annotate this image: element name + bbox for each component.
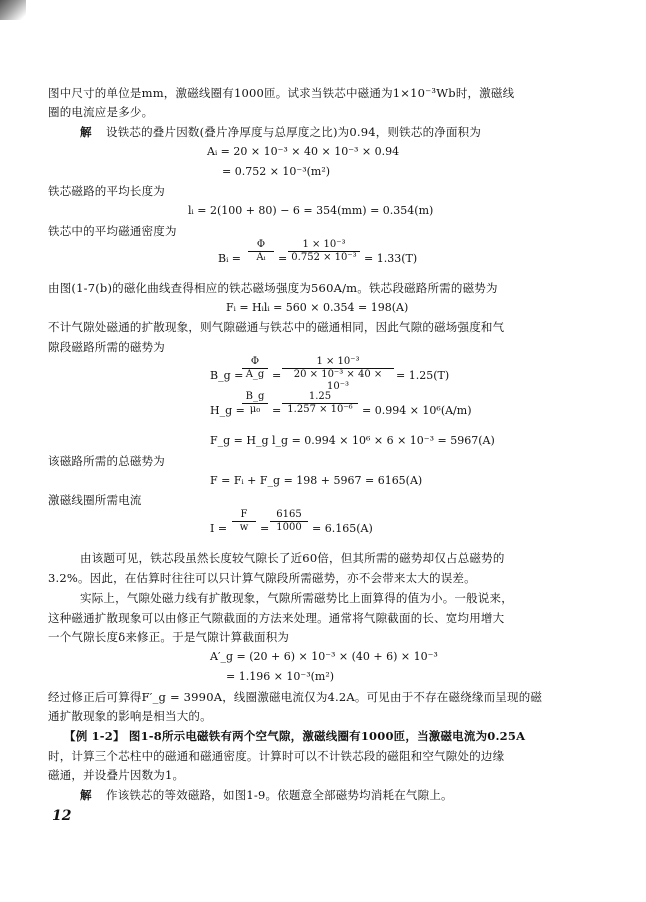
- fraction: [248, 239, 274, 264]
- text-line: 铁芯磁路的平均长度为: [48, 184, 165, 198]
- equation: = 1.196 × 10⁻³(m²): [226, 670, 335, 683]
- text-line: 一个气隙长度δ来修正。于是气隙计算截面积为: [48, 630, 290, 644]
- solution-label: 解: [80, 788, 92, 802]
- text-line: 图中尺寸的单位是mm，激磁线圈有1000匝。试求当铁芯中磁通为1×10⁻³Wb时，激磁线: [48, 86, 515, 100]
- text-line: 3.2%。因此，在估算时往往可以只计算气隙段所需磁势，亦不会带来太大的误差。: [48, 571, 476, 585]
- numerator: 1 × 10⁻³: [282, 356, 394, 369]
- text-line: 圈的电流应是多少。: [48, 105, 154, 119]
- text-line: 由图(1-7(b)的磁化曲线查得相应的铁芯磁场强度为560A/m。铁芯段磁路所需的磁势为: [48, 281, 498, 295]
- fraction: [242, 356, 268, 381]
- numerator: Φ: [242, 356, 268, 369]
- equation: A′_g = (20 + 6) × 10⁻³ × (40 + 6) × 10⁻³: [210, 650, 438, 663]
- equation-rhs: = 1.33(T): [364, 252, 418, 265]
- fraction: [282, 356, 394, 393]
- solution-label: 解: [80, 125, 92, 139]
- scan-corner-mark: [0, 0, 26, 20]
- denominator: Aᵢ: [256, 252, 266, 263]
- example-heading: 【例 1-2】 图1-8所示电磁铁有两个空气隙，激磁线圈有1000匝，当激磁电流为0.25A: [64, 729, 526, 743]
- fraction: [242, 391, 268, 416]
- equals-sign: =: [272, 369, 282, 382]
- equation: Aᵢ = 20 × 10⁻³ × 40 × 10⁻³ × 0.94: [207, 145, 400, 158]
- denominator: A_g: [245, 369, 265, 380]
- fraction: [270, 509, 308, 534]
- numerator: B_g: [242, 391, 268, 404]
- text-line: 实际上，气隙处磁力线有扩散现象，气隙所需磁势比上面算得的值为小。一般说来，: [80, 591, 513, 605]
- equals-sign: =: [278, 252, 288, 265]
- equation-rhs: = 1.25(T): [396, 369, 450, 382]
- text-line: 磁通，并设叠片因数为1。: [48, 768, 185, 782]
- text-line: 时，计算三个芯柱中的磁通和磁通密度。计算时可以不计铁芯段的磁阻和空气隙处的边缘: [48, 749, 505, 763]
- equation-rhs: = 0.994 × 10⁶(A/m): [362, 404, 472, 417]
- text-line: 由该题可见，铁芯段虽然长度较气隙长了近60倍，但其所需的磁势却仅占总磁势的: [80, 551, 505, 565]
- denominator: 20 × 10⁻³ × 40 × 10⁻³: [293, 369, 383, 392]
- equals-sign: =: [260, 522, 270, 535]
- numerator: F: [232, 509, 256, 522]
- equation-lhs: B_g =: [210, 369, 244, 382]
- denominator: 0.752 × 10⁻³: [291, 252, 357, 263]
- equation: F_g = H_g l_g = 0.994 × 10⁶ × 6 × 10⁻³ = 5967(A): [210, 434, 495, 447]
- equals-sign: =: [272, 404, 282, 417]
- text-line: 隙段磁路所需的磁势为: [48, 340, 165, 354]
- text-line: 该磁路所需的总磁势为: [48, 454, 165, 468]
- equation-lhs: Bᵢ =: [218, 252, 242, 265]
- fraction: [282, 391, 358, 416]
- text-line: 铁芯中的平均磁通密度为: [48, 224, 177, 238]
- page-number: 12: [52, 808, 72, 824]
- numerator: 6165: [270, 509, 308, 522]
- equation-rhs: = 6.165(A): [312, 522, 373, 535]
- text-line: 激磁线圈所需电流: [48, 493, 142, 507]
- fraction: [232, 509, 256, 534]
- text-line: 这种磁通扩散现象可以由修正气隙截面的方法来处理。通常将气隙截面的长、宽均用增大: [48, 611, 505, 625]
- equation-lhs: I =: [210, 522, 228, 535]
- denominator: w: [239, 522, 249, 533]
- equation: F = Fᵢ + F_g = 198 + 5967 = 6165(A): [210, 474, 423, 487]
- text-line: 作该铁芯的等效磁路，如图1-9。依题意全部磁势均消耗在气隙上。: [106, 788, 453, 802]
- numerator: 1.25: [282, 391, 358, 404]
- equation: lᵢ = 2(100 + 80) − 6 = 354(mm) = 0.354(m): [188, 204, 434, 217]
- denominator: μ₀: [249, 404, 261, 415]
- denominator: 1.257 × 10⁻⁶: [287, 404, 353, 415]
- text-line: 不计气隙处磁通的扩散现象，则气隙磁通与铁芯中的磁通相同，因此气隙的磁场强度和气: [48, 320, 505, 334]
- denominator: 1000: [276, 522, 302, 533]
- numerator: Φ: [248, 239, 274, 252]
- equation: Fᵢ = Hᵢlᵢ = 560 × 0.354 = 198(A): [226, 301, 409, 314]
- text-line: 设铁芯的叠片因数(叠片净厚度与总厚度之比)为0.94，则铁芯的净面积为: [106, 125, 482, 139]
- fraction: [288, 239, 360, 264]
- numerator: 1 × 10⁻³: [288, 239, 360, 252]
- equation: = 0.752 × 10⁻³(m²): [222, 165, 331, 178]
- text-line: 通扩散现象的影响是相当大的。: [48, 709, 212, 723]
- equation-lhs: H_g =: [210, 404, 245, 417]
- text-line: 经过修正后可算得F′_g = 3990A，线圈激磁电流仅为4.2A。可见由于不存在磁绕缘而呈现的磁: [48, 690, 543, 704]
